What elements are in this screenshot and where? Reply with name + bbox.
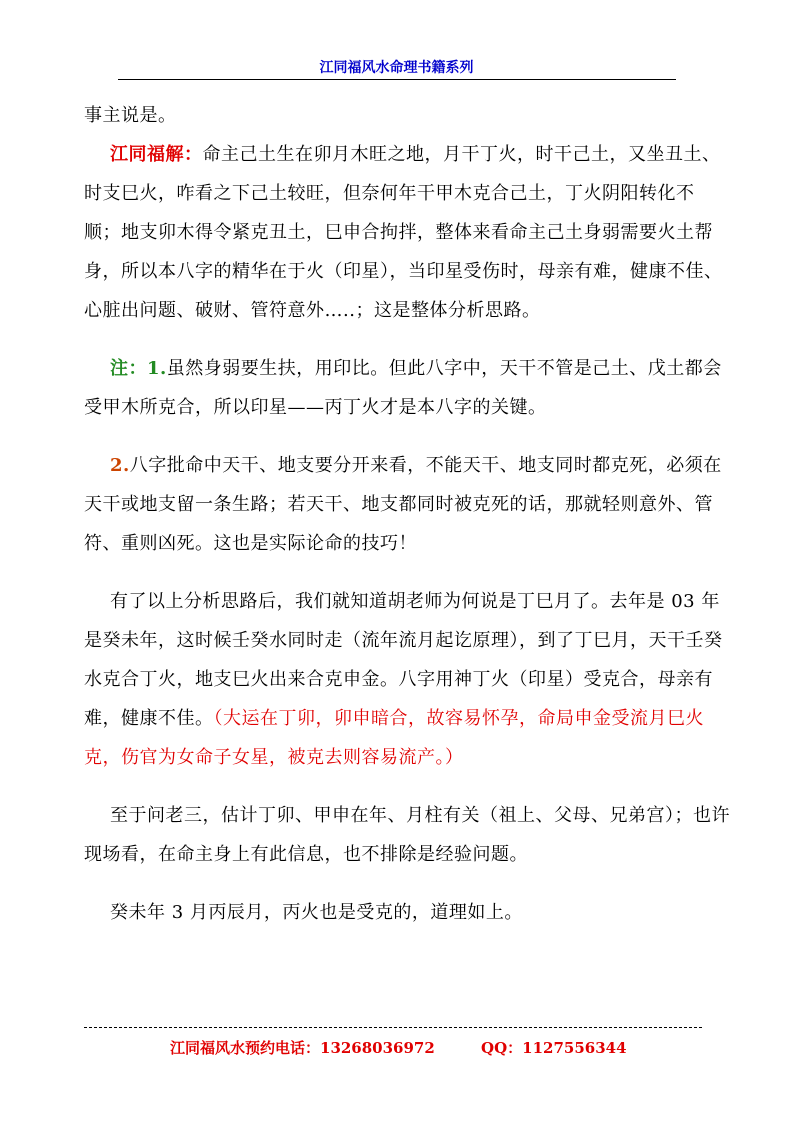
footer-phone: 江同福风水预约电话：13268036972 (170, 1039, 435, 1057)
header-divider (118, 79, 676, 80)
spacer (84, 777, 731, 796)
spacer (84, 874, 731, 893)
spacer (84, 330, 731, 349)
paragraph-intro: 事主说是。 (84, 105, 177, 126)
note-label: 注：1. (110, 358, 167, 379)
note-2-label: 2. (110, 455, 130, 476)
paragraph-reasoning (84, 582, 731, 777)
note-2-text: 八字批命中天干、地支要分开来看，不能天干、地支同时都克死，必须在天干或地支留一条生路；若天干、地支都同时被克死的话，那就轻则意外、管符、重则凶死。这也是实际论命的技巧！ (84, 455, 722, 554)
paragraph-third-child: 至于问老三，估计丁卯、甲申在年、月柱有关（祖上、父母、兄弟宫）；也许现场看，在命主身上有此信息，也不排除是经验问题。 (84, 805, 730, 865)
analysis-label: 江同福解： (110, 144, 203, 165)
reasoning-remark: （大运在丁卯，卯申暗合，故容易怀孕，命局申金受流月巳火克，伤官为女命子女星，被克去则容易流产。） (84, 708, 704, 768)
reasoning-text: 有了以上分析思路后，我们就知道胡老师为何说是丁巳月了。去年是 03 年是癸未年，这时候壬癸水同时走（流年流月起讫原理），到了丁巳月，天干壬癸水克合丁火，地支巳火出来合克申金。八字用神丁火（印星）受克合，母亲有难，健康不佳。 (84, 591, 723, 729)
paragraph-note-1 (84, 349, 731, 427)
analysis-text: 命主己土生在卯月木旺之地，月干丁火，时干己土，又坐丑土、时支巳火，咋看之下己土较旺，但奈何年干甲木克合己土，丁火阴阳转化不顺；地支卯木得令紧克丑土，巳申合拘拌，整体来看命主己土身弱需要火土帮身，所以本八字的精华在于火（印星），当印星受伤时，母亲有难，健康不佳、心脏出问题、破财、管符意外…..；这是整体分析思路。 (84, 144, 723, 321)
spacer (84, 427, 731, 446)
paragraph-note-2 (84, 446, 731, 563)
header-title: 江同福风水命理书籍系列 (319, 60, 474, 76)
footer-divider (84, 1027, 702, 1028)
paragraph-conclusion: 癸未年 3 月丙辰月，丙火也是受克的，道理如上。 (110, 902, 523, 923)
paragraph-analysis (84, 135, 731, 330)
document-body (84, 96, 731, 932)
spacer (84, 563, 731, 582)
note-1-text: 虽然身弱要生扶，用印比。但此八字中，天干不管是己土、戊土都会受甲木所克合，所以印星——丙丁火才是本八字的关键。 (84, 358, 722, 418)
footer-qq: QQ：1127556344 (481, 1039, 627, 1057)
